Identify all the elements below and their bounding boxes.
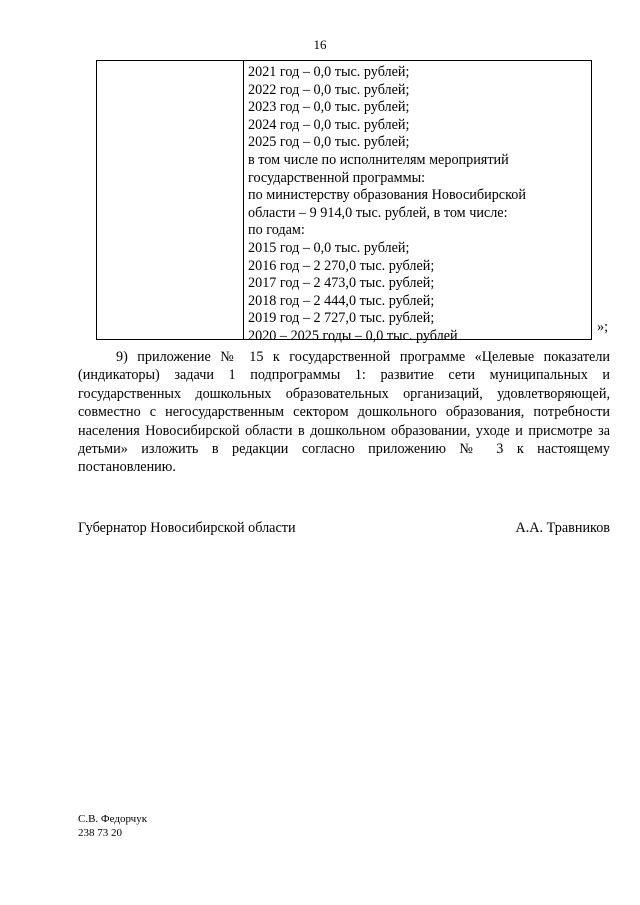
table-line: 2020 – 2025 годы – 0,0 тыс. рублей [248,327,458,344]
table-line: 2024 год – 0,0 тыс. рублей; [248,116,410,133]
table-line: 2021 год – 0,0 тыс. рублей; [248,64,410,80]
closing-quote-mark: »; [597,319,609,335]
table-line: 2016 год – 2 270,0 тыс. рублей; [248,257,435,274]
table-line: 2017 год – 2 473,0 тыс. рублей; [248,275,435,292]
executor-phone: 238 73 20 [78,827,122,839]
executor-block [78,812,147,840]
signatory-name: А.А. Травников [515,520,610,536]
table-line: в том числе по исполнителям мероприятий [248,151,509,168]
table-line: 2025 год – 0,0 тыс. рублей; [248,134,410,151]
signatory-role: Губернатор Новосибирской области [78,520,296,536]
funding-table [96,60,592,344]
table-column-divider [243,61,244,339]
table-line: 2018 год – 2 444,0 тыс. рублей; [248,292,435,309]
table-line: 2023 год – 0,0 тыс. рублей; [248,99,410,116]
table-line: 2022 год – 0,0 тыс. рублей; [248,81,410,98]
executor-name: С.В. Федорчук [78,813,148,825]
table-line: государственной программы: [248,169,426,186]
body-paragraph: 9) приложение № 15 к государственной программе «Целевые показатели (индикаторы) задачи 1 подпрограммы 1: развитие сети муниципальных и государственных дошкольных образовательных организаций, удовлетворяющей, совместно с негосударственным сектором дошкольного образования, потребности населения Новосибирской области в дошкольном образовании, уходе и присмотре за детьми» изложить в редакции согласно приложению № 3 к настоящему постановлению. [78,349,610,476]
table-line: по годам: [248,222,305,239]
table-line: области – 9 914,0 тыс. рублей, в том числе: [248,204,508,221]
table-line: 2015 год – 0,0 тыс. рублей; [248,239,410,256]
table-line: 2019 год – 2 727,0 тыс. рублей; [248,310,435,327]
table-cell-funding [248,64,587,346]
table-line: по министерству образования Новосибирской [248,187,526,204]
page-number: 16 [313,37,327,52]
